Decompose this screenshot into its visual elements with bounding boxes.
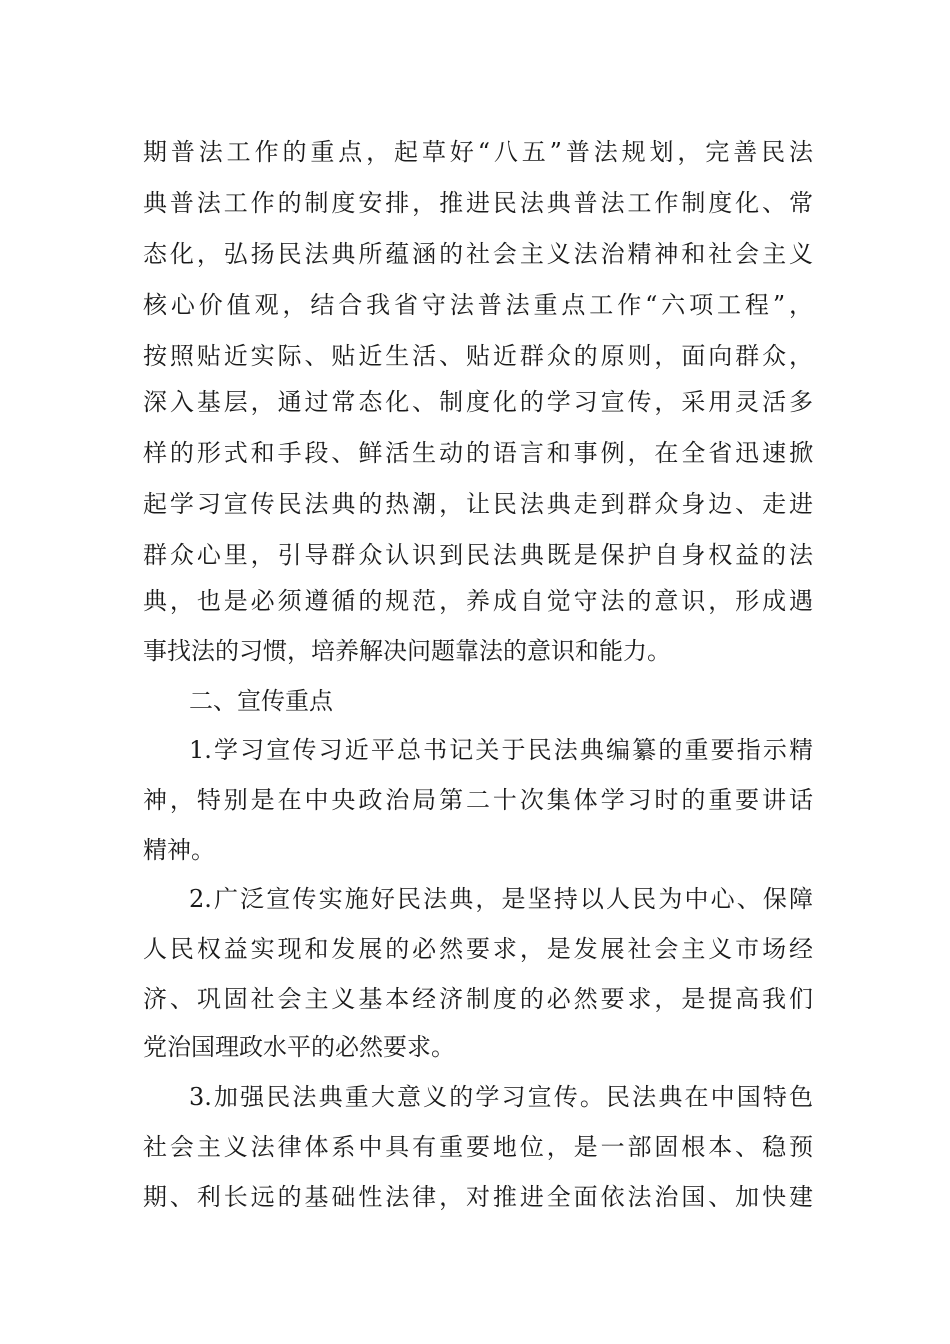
text-line: 1.学习宣传习近平总书记关于民法典编纂的重要指示精 — [189, 736, 813, 764]
text-line: 2.广泛宣传实施好民法典，是坚持以人民为中心、保障 — [189, 885, 813, 913]
text-line: 济、巩固社会主义基本经济制度的必然要求，是提高我们 — [143, 985, 813, 1013]
text-line: 精神。 — [143, 836, 215, 864]
text-line: 典，也是必须遵循的规范，养成自觉守法的意识，形成遇 — [143, 587, 813, 615]
text-line: 态化，弘扬民法典所蕴涵的社会主义法治精神和社会主义 — [143, 240, 813, 268]
text-line: 3.加强民法典重大意义的学习宣传。民法典在中国特色 — [189, 1083, 813, 1111]
text-line: 核心价值观，结合我省守法普法重点工作“六项工程”， — [143, 291, 813, 319]
text-line: 样的形式和手段、鲜活生动的语言和事例，在全省迅速掀 — [143, 439, 813, 467]
text-line: 党治国理政水平的必然要求。 — [143, 1033, 455, 1061]
text-line: 期普法工作的重点，起草好“八五”普法规划，完善民法 — [143, 138, 813, 166]
text-line: 群众心里，引导群众认识到民法典既是保护自身权益的法 — [143, 541, 813, 569]
text-line: 社会主义法律体系中具有重要地位，是一部固根本、稳预 — [143, 1133, 813, 1161]
text-line: 期、利长远的基础性法律，对推进全面依法治国、加快建 — [143, 1183, 813, 1211]
section-heading: 二、宣传重点 — [189, 687, 333, 715]
text-line: 深入基层，通过常态化、制度化的学习宣传，采用灵活多 — [143, 388, 813, 416]
text-line: 事找法的习惯，培养解决问题靠法的意识和能力。 — [143, 637, 671, 665]
text-line: 神，特别是在中央政治局第二十次集体学习时的重要讲话 — [143, 786, 813, 814]
text-line: 起学习宣传民法典的热潮，让民法典走到群众身边、走进 — [143, 490, 813, 518]
text-line: 按照贴近实际、贴近生活、贴近群众的原则，面向群众， — [143, 342, 813, 370]
text-line: 典普法工作的制度安排，推进民法典普法工作制度化、常 — [143, 189, 813, 217]
text-line: 人民权益实现和发展的必然要求，是发展社会主义市场经 — [143, 935, 813, 963]
